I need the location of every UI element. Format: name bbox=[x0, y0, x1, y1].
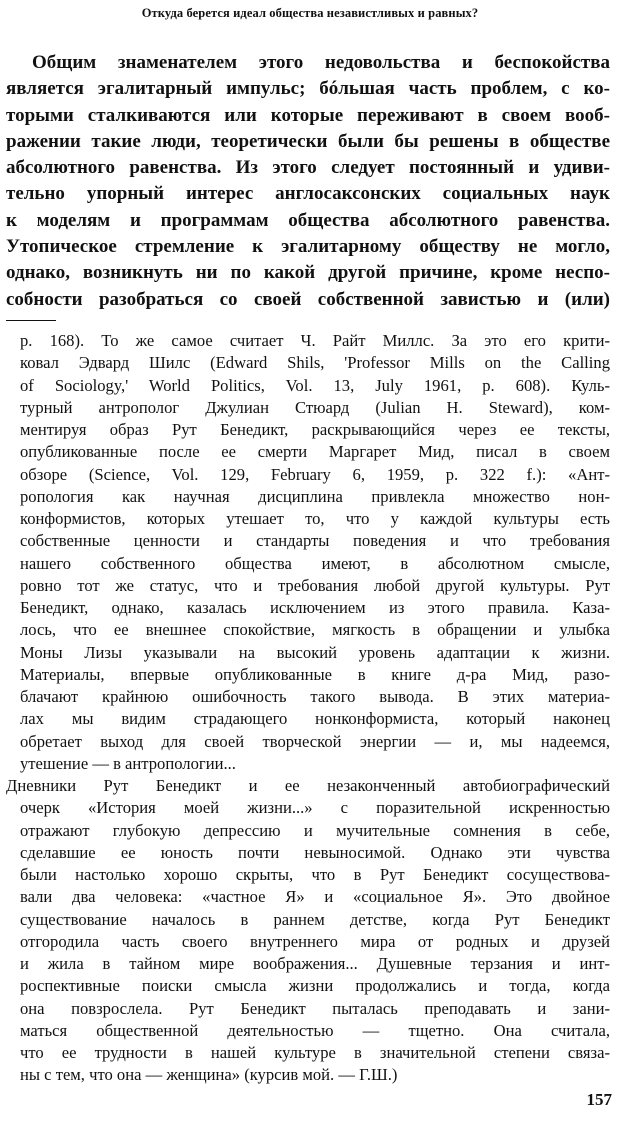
footnote-line: лось, что ее внешнее спокойствие, мягкость в обращении и улыбка bbox=[20, 620, 610, 640]
footnote-line: of Sociology,' World Politics, Vol. 13, July 1961, p. 608). Куль- bbox=[20, 375, 610, 395]
footnote-line: ментируя образ Рут Бенедикт, раскрывающийся через ее тексты, bbox=[20, 420, 610, 439]
footnote-line: турный антрополог Джулиан Стюард (Julian H. Steward), ком- bbox=[20, 397, 610, 417]
footnote-line: и жила в тайном мире воображения... Душевные терзания и инт- bbox=[20, 954, 610, 973]
footnote-line: маться общественной деятельностью — тщетно. Она считала, bbox=[20, 1020, 610, 1040]
footnote-line: лах мы видим страдающего нонконформиста, который наконец bbox=[20, 709, 610, 729]
footnote-line: вали два человека: «частное Я» и «социальное Я». Это двойное bbox=[20, 887, 610, 907]
main-text-line: торыми сталкиваются или которые переживают в своем вооб- bbox=[6, 104, 610, 126]
main-text-line: Утопическое стремление к эгалитарному обществу не могло, bbox=[6, 236, 610, 258]
footnote-line: Материалы, впервые опубликованные в книге д-ра Мид, разо- bbox=[20, 664, 610, 684]
footnote-line: собственные ценности и стандарты поведения и что требования bbox=[20, 531, 610, 551]
footnote-line: опубликованные после ее смерти Маргарет Мид, писал в своем bbox=[20, 442, 610, 462]
main-text-line: абсолютного равенства. Из этого следует постоянный и удиви- bbox=[6, 157, 610, 179]
footnote-divider bbox=[6, 320, 56, 321]
footnote-line: обзоре (Science, Vol. 129, February 6, 1959, p. 322 f.): «Ант- bbox=[20, 464, 610, 484]
main-text-line: ражении такие люди, теоретически были бы решены в обществе bbox=[6, 130, 610, 152]
page-number: 157 bbox=[586, 1090, 612, 1109]
footnote-line: утешение — в антропологии... bbox=[20, 753, 236, 773]
main-text-line: собности разобраться со своей собственной завистью и (или) bbox=[6, 288, 610, 310]
footnote-line: роспективные поиски смысла жизни продолжались и тогда, когда bbox=[20, 976, 610, 996]
footnote-line: конформистов, которых утешает то, что у каждой культуры есть bbox=[20, 509, 610, 528]
footnote-line: р. 168). То же самое считает Ч. Райт Миллс. За это его крити- bbox=[20, 331, 610, 350]
footnote-line: блачают крайнюю ошибочность такого вывода. В этих материа- bbox=[20, 687, 610, 706]
main-text bbox=[6, 50, 610, 313]
footnote-line: существование началось в раннем детстве, когда Рут Бенедикт bbox=[20, 909, 610, 929]
main-text-line: является эгалитарный импульс; бóльшая часть проблем, с ко- bbox=[6, 78, 610, 100]
footnote-line: обретает выход для своей творческой энергии — и, мы надеемся, bbox=[20, 731, 610, 751]
footnote-line: сделавшие ее юность почти невыносимой. Однако эти чувства bbox=[20, 842, 610, 862]
footnote-line: отражают глубокую депрессию и мучительные сомнения в себе, bbox=[20, 820, 610, 840]
main-text-line: тельно упорный интерес англосаксонских социальных наук bbox=[6, 183, 610, 205]
footnote-line: были настолько хорошо скрыты, что в Рут Бенедикт сосуществова- bbox=[20, 865, 610, 884]
running-head: Откуда берется идеал общества независтливых и равных? bbox=[141, 6, 479, 20]
footnote-line: она повзрослела. Рут Бенедикт пыталась преподавать и зани- bbox=[20, 998, 610, 1018]
footnote-line: ны с тем, что она — женщина» (курсив мой. — Г.Ш.) bbox=[20, 1065, 398, 1085]
main-text-line: к моделям и программам общества абсолютного равенства. bbox=[6, 209, 610, 231]
footnote-line: ровно тот же статус, что и требования любой другой культуры. Рут bbox=[20, 575, 610, 595]
footnote bbox=[6, 330, 610, 1087]
footnote-line: отгородила часть своего внутреннего мира от родных и друзей bbox=[20, 931, 610, 951]
footnote-line: Бенедикт, однако, казалась исключением из этого правила. Каза- bbox=[20, 598, 610, 617]
main-text-line: однако, возникнуть ни по какой другой причине, кроме неспо- bbox=[6, 262, 610, 284]
footnote-line: Моны Лизы указывали на высокий уровень адаптации к жизни. bbox=[20, 642, 610, 662]
footnote-line: Дневники Рут Бенедикт и ее незаконченный автобиографический bbox=[6, 776, 610, 795]
footnote-line: нашего собственного общества имеют, в абсолютном смысле, bbox=[20, 553, 610, 573]
footnote-line: очерк «История моей жизни...» с поразительной искренностью bbox=[20, 798, 610, 818]
footnote-line: ропология как научная дисциплина привлекла множество нон- bbox=[20, 486, 610, 506]
footnote-line: ковал Эдвард Шилс (Edward Shils, 'Professor Mills on the Calling bbox=[20, 353, 610, 373]
footnote-line: что ее трудности в нашей культуре в значительной степени связа- bbox=[20, 1043, 610, 1062]
main-text-line: Общим знаменателем этого недовольства и беспокойства bbox=[32, 52, 610, 73]
